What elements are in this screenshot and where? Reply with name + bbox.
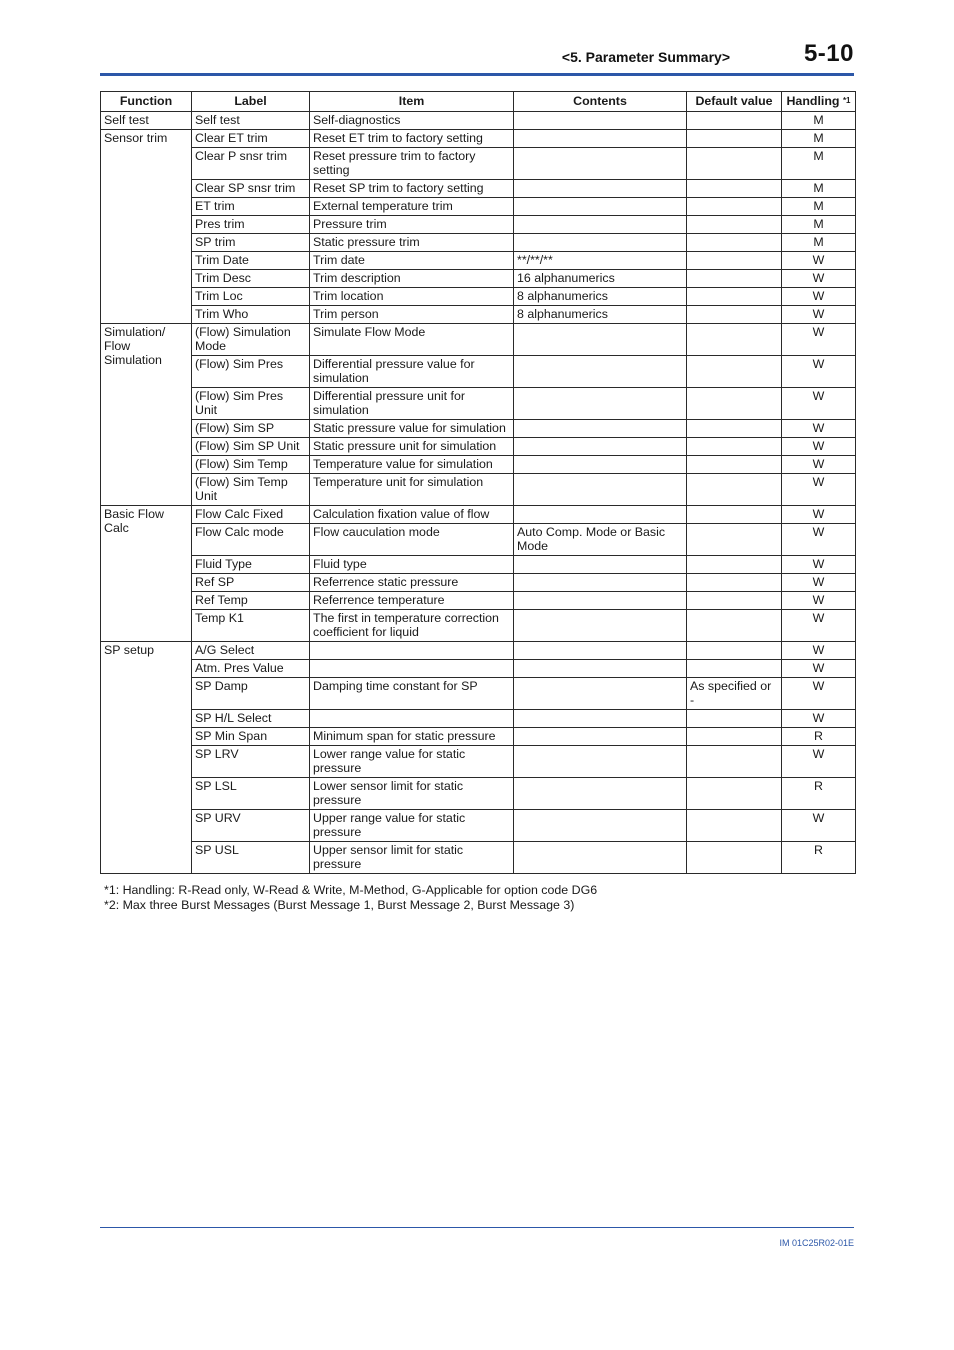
contents-cell: 8 alphanumerics — [514, 288, 687, 306]
table-row — [101, 288, 856, 306]
table-row — [101, 842, 856, 874]
table-row — [101, 610, 856, 642]
item-cell: Referrence static pressure — [310, 574, 514, 592]
footer-rule — [100, 1227, 854, 1228]
item-cell — [310, 660, 514, 678]
default-value-cell — [687, 660, 782, 678]
contents-cell — [514, 678, 687, 710]
handling-cell: W — [782, 574, 856, 592]
handling-cell: W — [782, 252, 856, 270]
table-row — [101, 642, 856, 660]
item-cell: Upper range value for static pressure — [310, 810, 514, 842]
contents-cell — [514, 746, 687, 778]
table-row — [101, 660, 856, 678]
function-cell: Simulation/ Flow Simulation — [101, 324, 192, 506]
table-row — [101, 678, 856, 710]
table-row — [101, 574, 856, 592]
default-value-cell — [687, 270, 782, 288]
label-cell: Pres trim — [192, 216, 310, 234]
item-cell: Temperature value for simulation — [310, 456, 514, 474]
handling-cell: M — [782, 216, 856, 234]
contents-cell — [514, 438, 687, 456]
parameter-table — [100, 91, 856, 874]
contents-cell — [514, 456, 687, 474]
contents-cell — [514, 778, 687, 810]
label-cell: ET trim — [192, 198, 310, 216]
function-cell: Basic Flow Calc — [101, 506, 192, 642]
handling-cell: W — [782, 710, 856, 728]
item-cell: Self-diagnostics — [310, 112, 514, 130]
contents-cell — [514, 660, 687, 678]
contents-cell — [514, 180, 687, 198]
contents-cell — [514, 130, 687, 148]
contents-cell — [514, 356, 687, 388]
item-cell: Differential pressure unit for simulation — [310, 388, 514, 420]
handling-cell: W — [782, 438, 856, 456]
page-number: 5-10 — [803, 40, 854, 67]
item-cell: Trim description — [310, 270, 514, 288]
label-cell: SP LRV — [192, 746, 310, 778]
item-cell: Trim person — [310, 306, 514, 324]
table-row — [101, 252, 856, 270]
table-row — [101, 356, 856, 388]
contents-cell — [514, 324, 687, 356]
default-value-cell — [687, 388, 782, 420]
handling-cell: W — [782, 306, 856, 324]
default-value-cell — [687, 592, 782, 610]
table-row — [101, 234, 856, 252]
item-cell: Upper sensor limit for static pressure — [310, 842, 514, 874]
page-header — [100, 40, 854, 76]
handling-cell: W — [782, 642, 856, 660]
item-cell: Simulate Flow Mode — [310, 324, 514, 356]
table-row — [101, 198, 856, 216]
default-value-cell — [687, 810, 782, 842]
table-row — [101, 438, 856, 456]
table-row — [101, 810, 856, 842]
label-cell: A/G Select — [192, 642, 310, 660]
table-row — [101, 506, 856, 524]
contents-cell — [514, 592, 687, 610]
handling-cell: W — [782, 610, 856, 642]
item-cell: Static pressure value for simulation — [310, 420, 514, 438]
table-row — [101, 216, 856, 234]
footnotes — [104, 883, 597, 912]
footnote-1: *1: Handling: R-Read only, W-Read & Write, M-Method, G-Applicable for option code DG6 — [104, 883, 598, 897]
contents-cell — [514, 710, 687, 728]
function-cell: Sensor trim — [101, 130, 192, 324]
col-header-contents: Contents — [514, 92, 687, 112]
default-value-cell — [687, 356, 782, 388]
contents-cell — [514, 610, 687, 642]
table-row — [101, 324, 856, 356]
handling-cell: M — [782, 234, 856, 252]
item-cell: Reset pressure trim to factory setting — [310, 148, 514, 180]
default-value-cell — [687, 524, 782, 556]
contents-cell: **/**/** — [514, 252, 687, 270]
default-value-cell — [687, 288, 782, 306]
handling-cell: W — [782, 506, 856, 524]
default-value-cell — [687, 438, 782, 456]
handling-cell: W — [782, 524, 856, 556]
table-row — [101, 112, 856, 130]
table-row — [101, 148, 856, 180]
handling-cell: M — [782, 180, 856, 198]
handling-cell: W — [782, 324, 856, 356]
table-row — [101, 420, 856, 438]
contents-cell — [514, 506, 687, 524]
label-cell: Fluid Type — [192, 556, 310, 574]
label-cell: SP H/L Select — [192, 710, 310, 728]
table-header-row — [101, 92, 856, 112]
label-cell: SP Damp — [192, 678, 310, 710]
label-cell: Atm. Pres Value — [192, 660, 310, 678]
label-cell: SP USL — [192, 842, 310, 874]
contents-cell — [514, 842, 687, 874]
handling-cell: W — [782, 678, 856, 710]
default-value-cell — [687, 306, 782, 324]
item-cell: Temperature unit for simulation — [310, 474, 514, 506]
item-cell: Flow cauculation mode — [310, 524, 514, 556]
item-cell: Reset SP trim to factory setting — [310, 180, 514, 198]
label-cell: SP Min Span — [192, 728, 310, 746]
default-value-cell — [687, 474, 782, 506]
handling-cell: W — [782, 270, 856, 288]
handling-cell: W — [782, 288, 856, 306]
item-cell: Minimum span for static pressure — [310, 728, 514, 746]
item-cell: Pressure trim — [310, 216, 514, 234]
footnote-ref: *1 — [842, 96, 851, 105]
contents-cell — [514, 728, 687, 746]
label-cell: Ref Temp — [192, 592, 310, 610]
table-row — [101, 778, 856, 810]
handling-cell: R — [782, 778, 856, 810]
item-cell: Fluid type — [310, 556, 514, 574]
item-cell: Static pressure trim — [310, 234, 514, 252]
item-cell — [310, 642, 514, 660]
table-row — [101, 474, 856, 506]
label-cell: SP URV — [192, 810, 310, 842]
default-value-cell — [687, 610, 782, 642]
item-cell: Reset ET trim to factory setting — [310, 130, 514, 148]
default-value-cell — [687, 574, 782, 592]
label-cell: Flow Calc mode — [192, 524, 310, 556]
table-row — [101, 456, 856, 474]
handling-cell: R — [782, 842, 856, 874]
handling-cell: M — [782, 198, 856, 216]
label-cell: Trim Desc — [192, 270, 310, 288]
contents-cell — [514, 234, 687, 252]
header-rule — [100, 73, 854, 76]
table-row — [101, 130, 856, 148]
section-title: <5. Parameter Summary> — [561, 49, 730, 65]
item-cell: External temperature trim — [310, 198, 514, 216]
label-cell: (Flow) Sim Pres — [192, 356, 310, 388]
item-cell: Trim date — [310, 252, 514, 270]
function-cell: Self test — [101, 112, 192, 130]
label-cell: (Flow) Sim Temp Unit — [192, 474, 310, 506]
label-cell: (Flow) Sim Temp — [192, 456, 310, 474]
col-header-handling: Handling $^{*1}$ — [782, 92, 856, 112]
handling-cell: W — [782, 356, 856, 388]
handling-cell: W — [782, 660, 856, 678]
contents-cell — [514, 474, 687, 506]
table-row — [101, 180, 856, 198]
contents-cell — [514, 810, 687, 842]
label-cell: SP LSL — [192, 778, 310, 810]
default-value-cell — [687, 198, 782, 216]
label-cell: Trim Date — [192, 252, 310, 270]
default-value-cell — [687, 842, 782, 874]
table-row — [101, 710, 856, 728]
table-row — [101, 728, 856, 746]
default-value-cell — [687, 234, 782, 252]
handling-cell: M — [782, 112, 856, 130]
handling-cell: W — [782, 810, 856, 842]
item-cell: Trim location — [310, 288, 514, 306]
function-cell: SP setup — [101, 642, 192, 874]
label-cell: Temp K1 — [192, 610, 310, 642]
contents-cell — [514, 642, 687, 660]
item-cell: Differential pressure value for simulation — [310, 356, 514, 388]
handling-cell: W — [782, 420, 856, 438]
table-row — [101, 306, 856, 324]
default-value-cell — [687, 778, 782, 810]
label-cell: (Flow) Sim Pres Unit — [192, 388, 310, 420]
default-value-cell — [687, 324, 782, 356]
default-value-cell — [687, 746, 782, 778]
label-cell: Clear SP snsr trim — [192, 180, 310, 198]
contents-cell — [514, 420, 687, 438]
contents-cell — [514, 216, 687, 234]
table-row — [101, 592, 856, 610]
contents-cell — [514, 574, 687, 592]
document-id: IM 01C25R02-01E — [779, 1238, 854, 1248]
default-value-cell — [687, 556, 782, 574]
item-cell: Static pressure unit for simulation — [310, 438, 514, 456]
label-cell: Trim Who — [192, 306, 310, 324]
default-value-cell — [687, 456, 782, 474]
col-header-function: Function — [101, 92, 192, 112]
default-value-cell — [687, 216, 782, 234]
item-cell: Lower range value for static pressure — [310, 746, 514, 778]
handling-cell: R — [782, 728, 856, 746]
item-cell: Lower sensor limit for static pressure — [310, 778, 514, 810]
label-cell: Clear P snsr trim — [192, 148, 310, 180]
contents-cell — [514, 112, 687, 130]
footnote-2: *2: Max three Burst Messages (Burst Message 1, Burst Message 2, Burst Message 3) — [104, 897, 575, 912]
item-cell — [310, 710, 514, 728]
handling-cell: M — [782, 130, 856, 148]
table-row — [101, 388, 856, 420]
item-cell: Referrence temperature — [310, 592, 514, 610]
label-cell: Clear ET trim — [192, 130, 310, 148]
label-cell: Flow Calc Fixed — [192, 506, 310, 524]
default-value-cell — [687, 728, 782, 746]
col-header-item: Item — [310, 92, 514, 112]
handling-cell: W — [782, 592, 856, 610]
default-value-cell — [687, 112, 782, 130]
label-cell: Self test — [192, 112, 310, 130]
default-value-cell — [687, 642, 782, 660]
table-row — [101, 524, 856, 556]
default-value-cell — [687, 420, 782, 438]
label-cell: SP trim — [192, 234, 310, 252]
item-cell: The first in temperature correction coefficient for liquid — [310, 610, 514, 642]
handling-cell: W — [782, 556, 856, 574]
handling-cell: W — [782, 746, 856, 778]
default-value-cell — [687, 506, 782, 524]
contents-cell: 8 alphanumerics — [514, 306, 687, 324]
label-cell: Trim Loc — [192, 288, 310, 306]
table-row — [101, 556, 856, 574]
label-cell: (Flow) Sim SP — [192, 420, 310, 438]
col-header-default-value: Default value — [687, 92, 782, 112]
default-value-cell — [687, 148, 782, 180]
table-row — [101, 270, 856, 288]
contents-cell — [514, 556, 687, 574]
default-value-cell — [687, 130, 782, 148]
handling-cell: M — [782, 148, 856, 180]
handling-cell: W — [782, 388, 856, 420]
contents-cell: 16 alphanumerics — [514, 270, 687, 288]
default-value-cell — [687, 710, 782, 728]
contents-cell — [514, 148, 687, 180]
item-cell: Calculation fixation value of flow — [310, 506, 514, 524]
default-value-cell — [687, 252, 782, 270]
default-value-cell: As specified or - — [687, 678, 782, 710]
handling-cell: W — [782, 474, 856, 506]
default-value-cell — [687, 180, 782, 198]
contents-cell — [514, 198, 687, 216]
handling-cell: W — [782, 456, 856, 474]
col-header-label: Label — [192, 92, 310, 112]
label-cell: (Flow) Simulation Mode — [192, 324, 310, 356]
contents-cell — [514, 388, 687, 420]
table-row — [101, 746, 856, 778]
contents-cell: Auto Comp. Mode or Basic Mode — [514, 524, 687, 556]
item-cell: Damping time constant for SP — [310, 678, 514, 710]
label-cell: (Flow) Sim SP Unit — [192, 438, 310, 456]
table-body — [101, 112, 856, 874]
label-cell: Ref SP — [192, 574, 310, 592]
